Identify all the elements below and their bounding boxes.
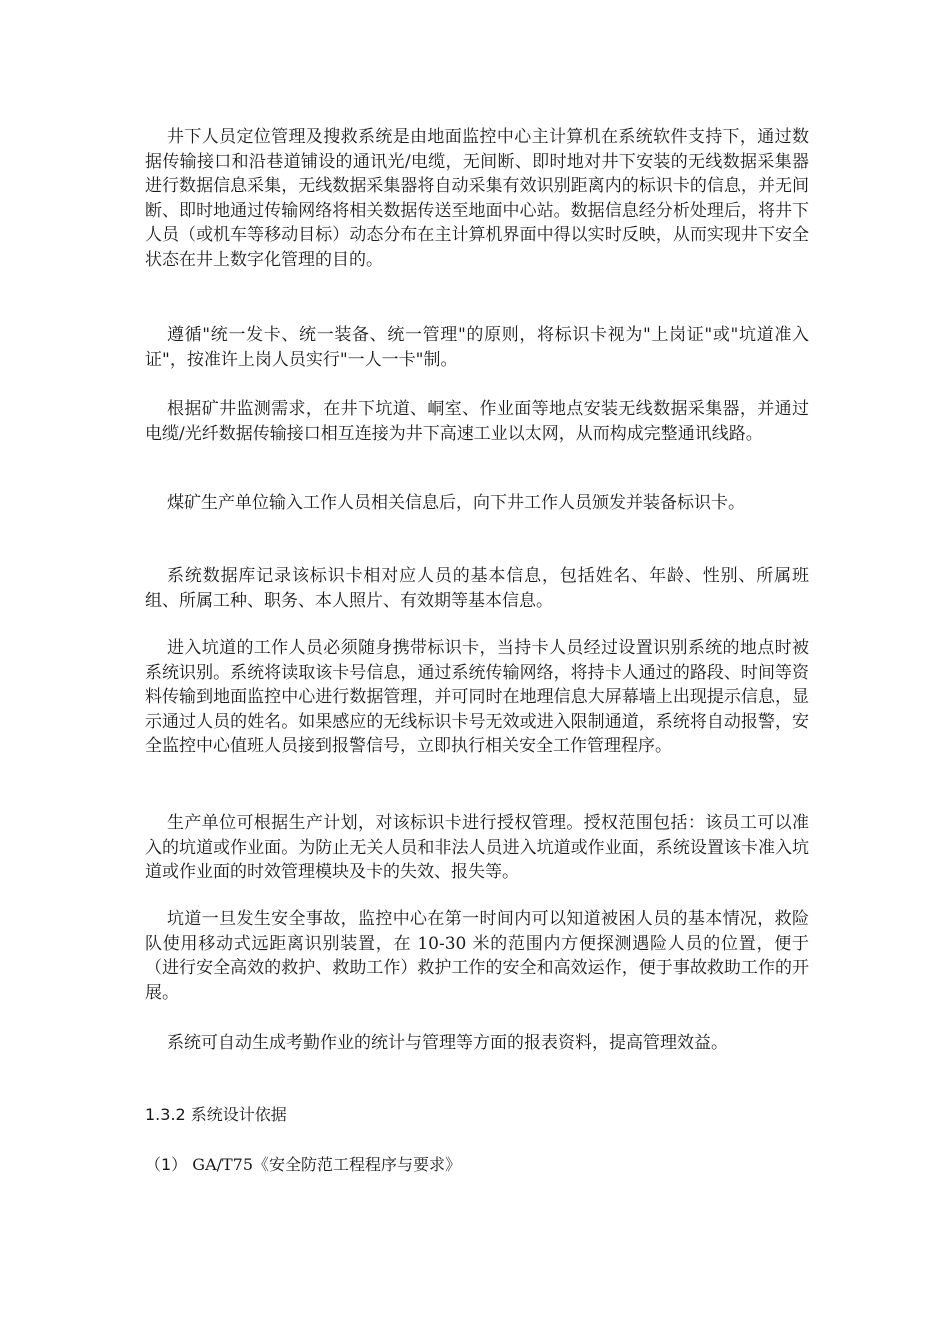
paragraph-card-issue: 煤矿生产单位输入工作人员相关信息后，向下井工作人员颁发并装备标识卡。 (167, 493, 745, 513)
reference-number: （1） (145, 1155, 188, 1174)
reference-text: GA/T75《安全防范工程程序与要求》 (192, 1155, 462, 1174)
paragraph-card-principle: 遵循"统一发卡、统一装备、统一管理"的原则，将标识卡视为"上岗证"或"坑道准入证"，按准许上岗人员实行"一人一卡"制。 (145, 325, 809, 370)
paragraph-identification: 进入坑道的工作人员必须随身携带标识卡，当持卡人员经过设置识别系统的地点时被系统识别。系统将读取该卡号信息，通过系统传输网络，将持卡人通过的路段、时间等资料传输到地面监控中心进行数据管理，并可同时在地理信息大屏幕墙上出现提示信息，显示通过人员的姓名。如果感应的无线标识卡号无效或进入限制通道，系统将自动报警，安全监控中心值班人员接到报警信号，立即执行相关安全工作管理程序。 (145, 638, 809, 757)
paragraph-collector-install: 根据矿井监测需求，在井下坑道、峒室、作业面等地点安装无线数据采集器，并通过电缆/光纤数据传输接口相互连接为井下高速工业以太网，从而构成完整通讯线路。 (145, 399, 809, 444)
paragraph-reports: 系统可自动生成考勤作业的统计与管理等方面的报表资料，提高管理效益。 (167, 1033, 728, 1053)
reference-item (145, 1153, 461, 1177)
paragraph-rescue: 坑道一旦发生安全事故，监控中心在第一时间内可以知道被困人员的基本情况，救险队使用移动式远距离识别装置，在 10-30 米的范围内方便探测遇险人员的位置，便于（进行安全高效的救护、救助工作）救护工作的安全和高效运作，便于事故救助工作的开展。 (145, 909, 809, 1003)
paragraph-system-overview: 井下人员定位管理及搜救系统是由地面监控中心主计算机在系统软件支持下，通过数据传输接口和沿巷道铺设的通讯光/电缆，无间断、即时地对井下安装的无线数据采集器进行数据信息采集，无线数据采集器将自动采集有效识别距离内的标识卡的信息，并无间断、即时地通过传输网络将相关数据传送至地面中心站。数据信息经分析处理后，将井下人员（或机车等移动目标）动态分布在主计算机界面中得以实时反映，从而实现井下安全状态在井上数字化管理的目的。 (145, 127, 809, 270)
section-heading: 1.3.2 系统设计依据 (145, 1105, 287, 1124)
paragraph-authorization: 生产单位可根据生产计划，对该标识卡进行授权管理。授权范围包括：该员工可以准入的坑道或作业面。为防止无关人员和非法人员进入坑道或作业面，系统设置该卡准入坑道或作业面的时效管理模块及卡的失效、报失等。 (145, 813, 809, 883)
paragraph-database: 系统数据库记录该标识卡相对应人员的基本信息，包括姓名、年龄、性别、所属班组、所属工种、职务、本人照片、有效期等基本信息。 (145, 566, 809, 611)
